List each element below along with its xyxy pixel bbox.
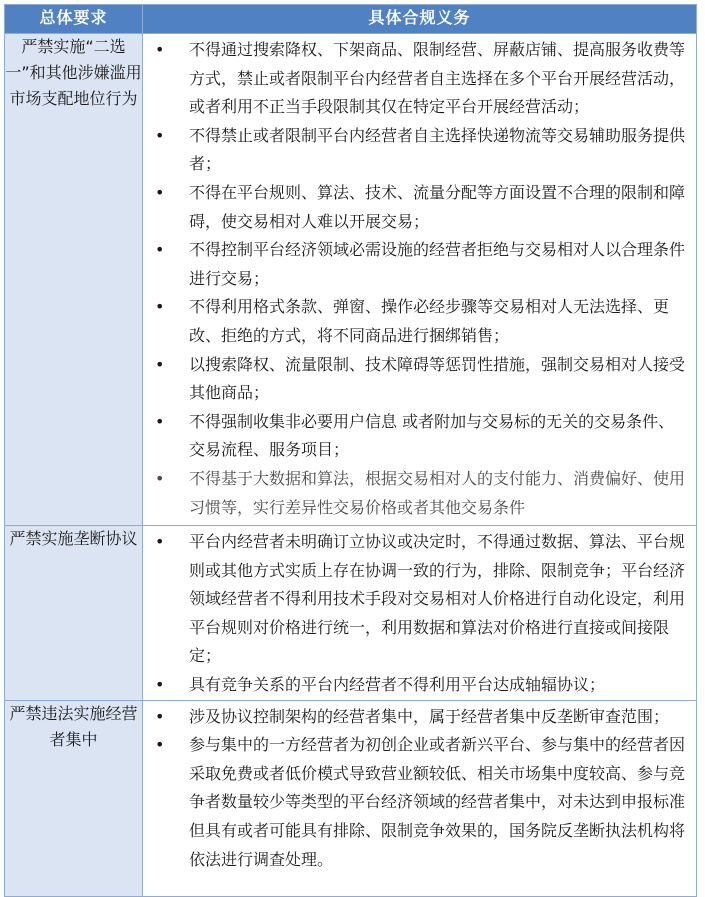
compliance-table bbox=[4, 4, 697, 897]
list-item: • 不得基于大数据和算法，根据交易相对人的支付能力、消费偏好、使用习惯等，实行差异性交易价格或者其他交易条件 bbox=[143, 465, 686, 522]
header-general-requirement: 总体要求 bbox=[5, 5, 143, 34]
list-item: • 以搜索降权、流量限制、技术障碍等惩罚性措施，强制交易相对人接受其他商品； bbox=[143, 351, 686, 408]
table-row bbox=[5, 34, 697, 526]
list-item: • 不得强制收集非必要用户信息 或者附加与交易标的无关的交易条件、交易流程、服务项目； bbox=[143, 408, 686, 465]
category-cell: 严禁实施“二选一”和其他涉嫌滥用市场支配地位行为 bbox=[5, 34, 143, 526]
rule-list bbox=[143, 526, 696, 700]
table-row bbox=[5, 526, 697, 701]
list-item: • 不得在平台规则、算法、技术、流量分配等方面设置不合理的限制和障碍，使交易相对人难以开展交易； bbox=[143, 179, 686, 236]
list-item: • 具有竞争关系的平台内经营者不得利用平台达成轴辐协议； bbox=[143, 671, 686, 700]
rule-list bbox=[143, 701, 696, 875]
list-item: • 参与集中的一方经营者为初创企业或者新兴平台、参与集中的经营者因采取免费或者低价模式导致营业额较低、相关市场集中度较高、参与竞争者数量较少等类型的平台经济领域的经营者集中，对未达到申报标准但具有或者可能具有排除、限制竞争效果的，国务院反垄断执法机构将依法进行调查处理。 bbox=[143, 731, 686, 874]
rules-cell bbox=[143, 34, 697, 526]
list-item: • 平台内经营者未明确订立协议或决定时，不得通过数据、算法、平台规则或其他方式实质上存在协调一致的行为，排除、限制竞争；平台经济领域经营者不得利用技术手段对交易相对人价格进行自动化设定，利用平台规则对价格进行统一，利用数据和算法对价格进行直接或间接限定； bbox=[143, 528, 686, 671]
category-cell: 严禁实施垄断协议 bbox=[5, 526, 143, 701]
category-cell: 严禁违法实施经营者集中 bbox=[5, 700, 143, 896]
list-item: • 不得禁止或者限制平台内经营者自主选择快递物流等交易辅助服务提供者； bbox=[143, 122, 686, 179]
list-item: • 不得通过搜索降权、下架商品、限制经营、屏蔽店铺、提高服务收费等方式，禁止或者限制平台内经营者自主选择在多个平台开展经营活动，或者利用不正当手段限制其仅在特定平台开展经营活动； bbox=[143, 36, 686, 122]
list-item: • 不得控制平台经济领域必需设施的经营者拒绝与交易相对人以合理条件进行交易； bbox=[143, 236, 686, 293]
table-header-row bbox=[5, 5, 697, 34]
list-item: • 不得利用格式条款、弹窗、操作必经步骤等交易相对人无法选择、更改、拒绝的方式，将不同商品进行捆绑销售； bbox=[143, 293, 686, 350]
header-specific-obligations: 具体合规义务 bbox=[143, 5, 697, 34]
rules-cell bbox=[143, 526, 697, 701]
list-item: • 涉及协议控制架构的经营者集中，属于经营者集中反垄断审查范围； bbox=[143, 703, 686, 732]
table-row bbox=[5, 700, 697, 896]
rules-cell bbox=[143, 700, 697, 896]
rule-list bbox=[143, 34, 696, 522]
